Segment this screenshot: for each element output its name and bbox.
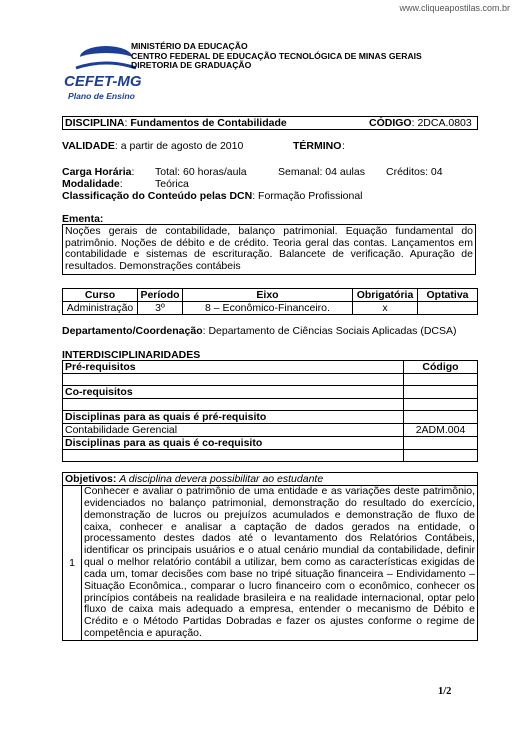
is-prereq-label: Disciplinas para as quais é pré-requisito: [63, 411, 404, 424]
coreq-code-empty-2: [404, 399, 478, 411]
axis-header: Eixo: [183, 289, 353, 302]
classification-line: Classificação do Conteúdo pelas DCN: Formação Profissional: [62, 190, 363, 202]
coreq-empty: [63, 399, 404, 411]
objectives-header: Objetivos: A disciplina devera possibilitar ao estudante: [63, 473, 478, 486]
discipline-code-cell: CÓDIGO: 2DCA.0803: [367, 117, 478, 130]
interdisciplinarity-table: [62, 360, 478, 462]
department-line: Departamento/Coordenação: Departamento de Ciências Sociais Aplicadas (DCSA): [62, 325, 457, 337]
code-label: Código: [404, 361, 478, 374]
is-prereq-item: Contabilidade Gerencial: [63, 424, 404, 437]
prereq-empty: [63, 374, 404, 386]
mandatory-header: Obrigatória: [353, 289, 418, 302]
page-number: 1/2: [438, 686, 452, 697]
course-header: Curso: [63, 289, 138, 302]
optional-cell: [418, 302, 478, 315]
course-table: [62, 288, 478, 315]
is-coreq-label: Disciplinas para as quais é co-requisito: [63, 437, 404, 450]
coreq-code-empty: [404, 386, 478, 399]
ementa-text: Noções gerais de contabilidade, balanço patrimonial. Equação fundamental do patrimônio. Noções de débito e de crédito. Teoria geral das contas. Lançamentos em contabilidade e sistemas de escrituração. Balancete de verificação. Apuração de resultados. Demonstrações contábeis: [62, 224, 476, 275]
validity-line: VALIDADE: a partir de agosto de 2010 TÉRMINO :: [62, 140, 345, 152]
period-cell: 3º: [138, 302, 183, 315]
objective-text: Conhecer e avaliar o patrimônio de uma entidade e as variações deste patrimônio, evidenciados no balanço patrimonial, demonstração do resultado do exercício, demonstração de lucros ou prejuízos acumulados e demonstração de fluxo de caixa, conhecer e analisar a captação de dados gerados na entidade, o processamento destes dados até o levantamento dos Relatórios Contábeis, identificar os principais usuários e o atual cenário mundial da contabilidade, definir qual o melhor relatório contábil a utilizar, bem como as características exigidas de cada um, tomar decisões com base no tripé situação financeira – Endividamento – Situação Econômica., comparar o lucro financeiro com o econômico, conhecer os princípios contábeis na realidade brasileira e na realidade internacional, optar pelo fluxo de caixa mais adequado a empresa, entender o mecanismo de Débito e Crédito e o Método Partidas Dobradas e fazer os ajustes conforme o regime de competência e apuração.: [82, 486, 478, 641]
is-prereq-code: 2ADM.004: [404, 424, 478, 437]
ementa-label: Ementa:: [62, 213, 104, 225]
coreq-label: Co-requisitos: [63, 386, 404, 399]
course-cell: Administração: [63, 302, 138, 315]
prereq-label: Pré-requisitos: [63, 361, 404, 374]
svg-text:CEFET-MG: CEFET-MG: [64, 73, 142, 90]
discipline-table: [62, 116, 478, 130]
is-coreq-empty: [63, 450, 404, 462]
watermark: www.cliqueapostilas.com.br: [399, 3, 510, 13]
institution-line-1: MINISTÉRIO DA EDUCAÇÃO: [131, 41, 248, 51]
modality-line: Modalidade: Teórica: [62, 178, 189, 190]
mandatory-cell: x: [353, 302, 418, 315]
prereq-code-empty: [404, 374, 478, 386]
institution-line-3: DIRETORIA DE GRADUAÇÃO: [131, 60, 252, 70]
optional-header: Optativa: [418, 289, 478, 302]
objective-number: 1: [63, 486, 82, 641]
document-subtitle: Plano de Ensino: [68, 91, 135, 101]
institution-header: [131, 42, 422, 71]
is-coreq-code-empty: [404, 437, 478, 450]
interdisciplinarity-title: INTERDISCIPLINARIDADES: [62, 349, 201, 361]
axis-cell: 8 – Econômico-Financeiro.: [183, 302, 353, 315]
workload-line: Carga Horária: Total: 60 horas/aula Semanal: 04 aulas Créditos: 04: [62, 166, 443, 178]
is-coreq-code-empty-2: [404, 450, 478, 462]
objectives-table: [62, 472, 478, 641]
institution-line-2: CENTRO FEDERAL DE EDUCAÇÃO TECNOLÓGICA DE MINAS GERAIS: [131, 50, 422, 61]
is-prereq-code-empty: [404, 411, 478, 424]
discipline-cell: DISCIPLINA: Fundamentos de Contabilidade: [63, 117, 368, 130]
period-header: Período: [138, 289, 183, 302]
